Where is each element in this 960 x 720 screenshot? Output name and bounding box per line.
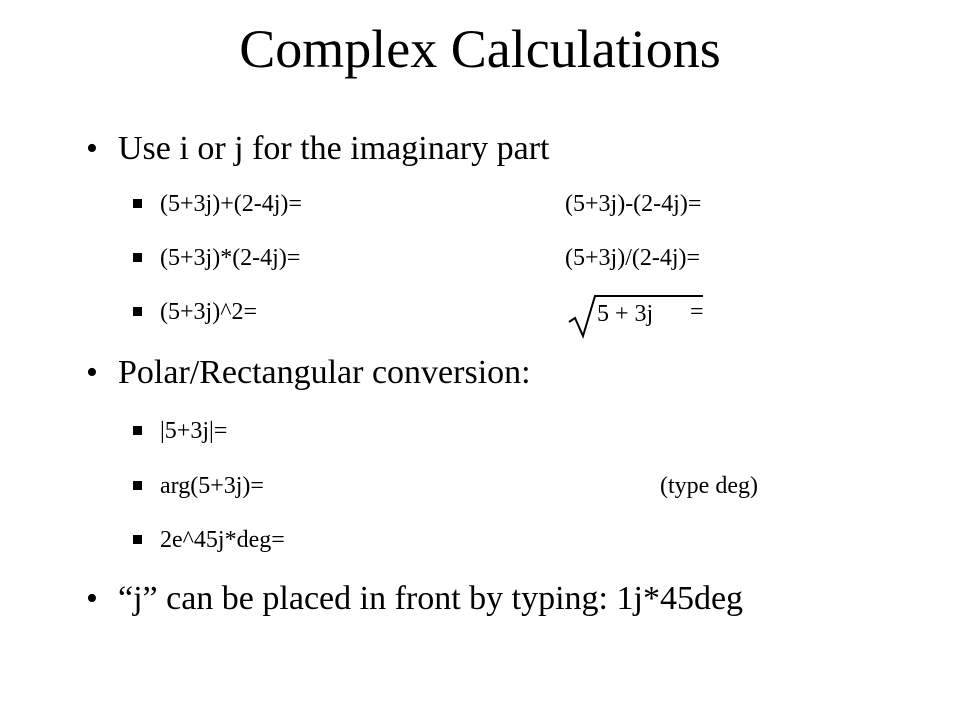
expr-multiply: (5+3j)*(2-4j)= (160, 245, 301, 271)
expr-exponential: 2e^45j*deg= (160, 527, 285, 553)
square-bullet-icon (133, 426, 142, 435)
bullet-dot: • (86, 354, 98, 391)
bullet-text: Polar/Rectangular conversion: (118, 354, 531, 391)
square-bullet-icon (133, 481, 142, 490)
expr-subtract: (5+3j)-(2-4j)= (565, 191, 702, 217)
expr-divide: (5+3j)/(2-4j)= (565, 245, 701, 271)
bullet-text: Use i or j for the imaginary part (118, 130, 550, 167)
sqrt-equals: = (690, 299, 704, 325)
square-bullet-icon (133, 253, 142, 262)
slide-title: Complex Calculations (239, 19, 721, 79)
type-deg-note: (type deg) (660, 473, 758, 499)
bullet-dot: • (86, 130, 98, 167)
bullet-j-front (86, 577, 743, 621)
expr-add: (5+3j)+(2-4j)= (160, 191, 302, 217)
sqrt-radicand (597, 298, 653, 330)
expr-square: (5+3j)^2= (160, 299, 257, 325)
expr-magnitude: |5+3j|= (160, 418, 228, 444)
bullet-imaginary-part (86, 127, 549, 171)
square-bullet-icon (133, 535, 142, 544)
bullet-dot: • (86, 580, 98, 617)
expr-arg: arg(5+3j)= (160, 473, 264, 499)
square-bullet-icon (133, 307, 142, 316)
bullet-polar-rect (86, 351, 531, 395)
square-bullet-icon (133, 199, 142, 208)
sqrt-radicand-text: 5 + 3j (597, 301, 654, 327)
bullet-text: “j” can be placed in front by typing: 1j*45deg (118, 580, 744, 617)
